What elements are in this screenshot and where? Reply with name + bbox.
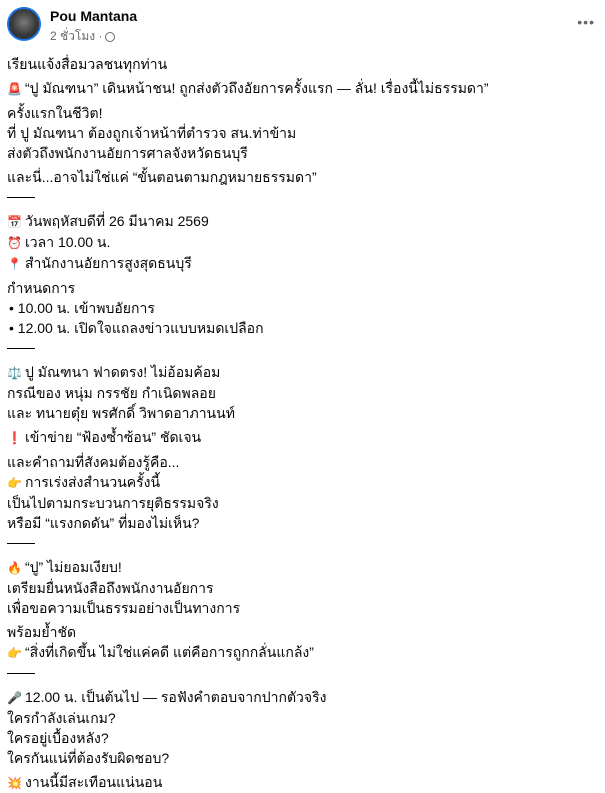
text-line: กรณีของ หนุ่ม กรรชัย กำเนิดพลอย [7, 385, 216, 401]
divider [7, 197, 35, 198]
collision-icon: 💥 [7, 776, 22, 790]
paragraph-duplicate-suit [7, 427, 598, 448]
text-line: และคำถามที่สังคมต้องรู้คือ... [7, 454, 180, 470]
microphone-icon: 🎤 [7, 691, 22, 705]
paragraph-headline [7, 78, 598, 99]
schedule-item: • 10.00 น. เข้าพบอัยการ [9, 300, 155, 316]
text-line: ใครกันแน่ที่ต้องรับผิดชอบ? [7, 750, 170, 766]
post-body [0, 54, 605, 793]
paragraph-press [7, 687, 598, 768]
paragraph-schedule [7, 278, 598, 338]
text-line: เพื่อขอความเป็นธรรมอย่างเป็นทางการ [7, 600, 241, 616]
post-header [0, 0, 605, 52]
author-avatar[interactable] [7, 7, 41, 41]
paragraph-not-ordinary [7, 167, 598, 187]
paragraph-not-silent [7, 557, 598, 618]
event-location: สำนักงานอัยการสูงสุดธนบุรี [25, 255, 192, 271]
location-pin-icon: 📍 [7, 257, 22, 271]
divider [7, 543, 35, 544]
text-line: “ปู” ไม่ยอมเงียบ! [25, 559, 122, 575]
text-line: ส่งตัวถึงพนักงานอัยการศาลจังหวัดธนบุรี [7, 145, 248, 161]
text-line: ที่ ปู มัณฑนา ต้องถูกเจ้าหน้าที่ตำรวจ สน.ท่าข้าม [7, 125, 297, 141]
scales-icon: ⚖️ [7, 366, 22, 380]
paragraph-first-time [7, 103, 598, 163]
divider [7, 348, 35, 349]
text-line: เป็นไปตามกระบวนการยุติธรรมจริง [7, 495, 219, 511]
exclamation-icon: ❗ [7, 431, 22, 445]
pointing-hand-icon: 👉 [7, 476, 22, 490]
text-line: เตรียมยื่นหนังสือถึงพนักงานอัยการ [7, 580, 214, 596]
text-line: ใครอยู่เบื้องหลัง? [7, 730, 109, 746]
text-line: ปู มัณฑนา ฟาดตรง! ไม่อ้อมค้อม [25, 364, 221, 380]
text-line: 12.00 น. เป็นต้นไป — รอฟังคำตอบจากปากตัวจริง [25, 689, 327, 705]
schedule-item: • 12.00 น. เปิดใจแถลงข่าวแบบหมดเปลือก [9, 320, 264, 336]
paragraph-statement [7, 362, 598, 423]
globe-icon [105, 32, 115, 42]
divider [7, 673, 35, 674]
post-time[interactable]: 2 ชั่วโมง · [50, 29, 103, 43]
text-line: หรือมี “แรงกดดัน” ที่มองไม่เห็น? [7, 515, 200, 531]
text-line: เรียนแจ้งสื่อมวลชนทุกท่าน [7, 56, 168, 72]
text-line: เข้าข่าย “ฟ้องซ้ำซ้อน” ชัดเจน [25, 429, 202, 445]
event-time: เวลา 10.00 น. [25, 234, 111, 250]
text-line: ใครกำลังเล่นเกม? [7, 710, 116, 726]
pointing-hand-icon: 👉 [7, 646, 22, 660]
text-line: “ปู มัณฑนา” เดินหน้าชน! ถูกส่งตัวถึงอัยการครั้งแรก — ลั่น! เรื่องนี้ไม่ธรรมดา” [25, 80, 489, 96]
text-line: ครั้งแรกในชีวิต! [7, 105, 103, 121]
text-line: งานนี้มีสะเทือนแน่นอน [25, 774, 163, 790]
paragraph-event-info [7, 211, 598, 274]
text-line: “สิ่งที่เกิดขึ้น ไม่ใช่แค่คดี แต่คือการถูกกลั่นแกล้ง” [25, 644, 314, 660]
paragraph-greeting [7, 54, 598, 74]
paragraph-emphasis [7, 622, 598, 663]
text-line: และนี่...อาจไม่ใช่แค่ “ขั้นตอนตามกฎหมายธรรมดา” [7, 169, 317, 185]
text-line: และ ทนายตุ๋ย พรศักดิ์ วิพาดอาภานนท์ [7, 405, 235, 421]
siren-icon: 🚨 [7, 82, 22, 96]
text-line: การเร่งส่งสำนวนครั้งนี้ [25, 474, 161, 490]
alarm-clock-icon: ⏰ [7, 236, 22, 250]
fire-icon: 🔥 [7, 561, 22, 575]
post-meta [50, 27, 115, 46]
event-date: วันพฤหัสบดีที่ 26 มีนาคม 2569 [25, 213, 209, 229]
paragraph-closing [7, 772, 598, 793]
schedule-title: กำหนดการ [7, 280, 76, 296]
author-name[interactable]: Pou Mantana [50, 8, 138, 24]
text-line: พร้อมย้ำชัด [7, 624, 77, 640]
calendar-icon: 📅 [7, 215, 22, 229]
paragraph-question [7, 452, 598, 533]
more-options-button[interactable]: ••• [577, 14, 595, 30]
